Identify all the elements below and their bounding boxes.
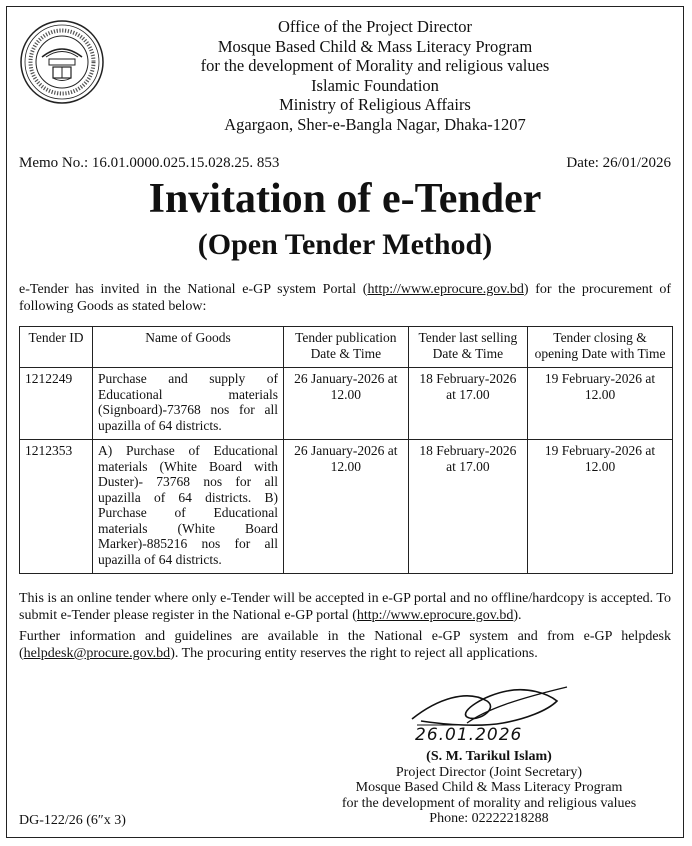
header-line-program: Mosque Based Child & Mass Literacy Program <box>217 36 533 56</box>
eprocure-link[interactable]: http://www.eprocure.gov.bd <box>356 608 514 623</box>
cell-goods: A) Purchase of Educational materials (White Board with Duster)- 73768 nos for all upazilla of 64 districts. B) Purchase of Educational materials (White Board Marker)-885216 nos for all upazilla of 64 districts. <box>93 440 284 574</box>
helpdesk-paragraph <box>19 628 671 662</box>
memo-number: Memo No.: 16.01.0000.025.15.028.25. 853 <box>19 155 280 171</box>
intro-text-start: e-Tender has invited in the National e-GP system Portal ( <box>19 282 368 297</box>
signer-block <box>307 749 671 827</box>
dg-reference: DG-122/26 (6″x 3) <box>19 813 126 828</box>
col-header-closing: Tender closing & opening Date with Time <box>528 327 673 368</box>
intro-text-end: ) for the procurement of following Goods as stated below: <box>19 282 671 314</box>
intro-paragraph <box>19 281 671 315</box>
header-line-purpose: for the development of Morality and religious values <box>200 56 550 75</box>
header-line-office: Office of the Project Director <box>278 17 472 36</box>
col-header-goods: Name of Goods <box>93 327 284 368</box>
cell-goods: Purchase and supply of Educational materials (Signboard)-73768 nos for all upazilla of 64 districts. <box>93 368 284 440</box>
header-line-address: Agargaon, Sher-e-Bangla Nagar, Dhaka-1207 <box>224 114 526 134</box>
online-tender-text-end: ). <box>513 608 522 623</box>
cell-closing: 19 February-2026 at 12.00 <box>528 368 673 440</box>
cell-tender-id: 1212249 <box>20 368 93 440</box>
page-subtitle: (Open Tender Method) <box>197 228 493 261</box>
cell-selling: 18 February-2026 at 17.00 <box>408 368 527 440</box>
cell-tender-id: 1212353 <box>20 440 93 574</box>
header-line-ministry: Ministry of Religious Affairs <box>279 95 471 114</box>
signer-phone: Phone: 02222218288 <box>429 811 549 826</box>
online-tender-paragraph <box>19 590 671 624</box>
helpdesk-email-link[interactable]: helpdesk@procure.gov.bd <box>23 646 171 661</box>
table-row <box>20 440 673 574</box>
cell-publication: 26 January-2026 at 12.00 <box>284 368 409 440</box>
helpdesk-text-end: ). The procuring entity reserves the right to reject all applications. <box>170 646 538 661</box>
cell-publication: 26 January-2026 at 12.00 <box>284 440 409 574</box>
islamic-foundation-logo <box>19 19 105 105</box>
page-title: Invitation of e-Tender <box>148 176 542 222</box>
office-header <box>137 17 613 134</box>
eprocure-link[interactable]: http://www.eprocure.gov.bd <box>367 282 524 297</box>
table-row <box>20 368 673 440</box>
col-header-selling: Tender last selling Date & Time <box>408 327 527 368</box>
col-header-tender-id: Tender ID <box>20 327 93 368</box>
table-header-row <box>20 327 673 368</box>
col-header-publication: Tender publication Date & Time <box>284 327 409 368</box>
signer-purpose: for the development of morality and religious values <box>341 795 637 811</box>
signer-designation: Project Director (Joint Secretary) <box>395 764 583 780</box>
header-line-foundation: Islamic Foundation <box>311 75 439 95</box>
cell-selling: 18 February-2026 at 17.00 <box>408 440 527 574</box>
notice-date: Date: 26/01/2026 <box>566 155 671 171</box>
signer-name: (S. M. Tarikul Islam) <box>426 749 552 764</box>
signature-date: 26.01.2026 <box>415 725 523 745</box>
tender-table <box>19 326 673 574</box>
helpdesk-text: Further information and guidelines are available in the National e-GP system and from e-GP helpdesk ( <box>19 629 671 661</box>
cell-closing: 19 February-2026 at 12.00 <box>528 440 673 574</box>
online-tender-text: This is an online tender where only e-Tender will be accepted in e-GP portal and no offline/hardcopy is accepted. To submit e-Tender please register in the National e-GP portal ( <box>19 591 671 623</box>
notice-page <box>6 6 684 838</box>
signer-program: Mosque Based Child & Mass Literacy Program <box>355 780 623 795</box>
